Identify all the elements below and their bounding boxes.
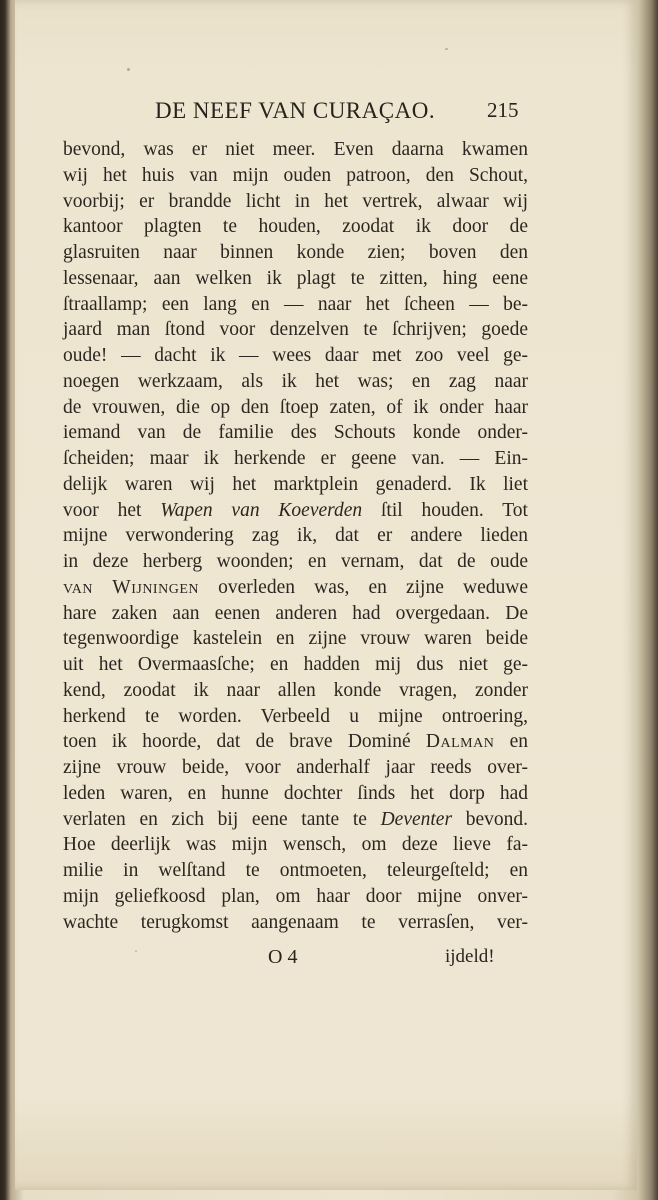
- text-line: hare zaken aan eenen anderen had overgedaan. De: [63, 602, 528, 624]
- text-line: [63, 729, 528, 755]
- text-line: kantoor plagten te houden, zoodat ik door de: [63, 216, 528, 238]
- text-segment: overleden was, en zijne weduwe: [198, 576, 528, 598]
- small-caps-name: Dalman: [425, 731, 495, 753]
- text-line: de vrouwen, die op den ſtoep zaten, of ik onder haar: [63, 396, 528, 418]
- text-line: voorbij; er brandde licht in het vertrek, alwaar wij: [63, 190, 528, 212]
- text-segment: verlaten en zich bij eene tante te: [63, 808, 381, 830]
- text-line: glasruiten naar binnen konde zien; boven den: [63, 242, 528, 263]
- text-line: noegen werkzaam, als ik het was; en zag naar: [63, 370, 528, 392]
- foxing-spot: [127, 68, 130, 71]
- text-line: in deze herberg woonden; en vernam, dat de oude: [63, 551, 528, 572]
- text-line: zijne vrouw beide, voor anderhalf jaar reeds over-: [63, 757, 528, 778]
- text-segment: en: [494, 731, 529, 753]
- text-line: ſtraallamp; een lang en — naar het ſcheen — be-: [63, 293, 528, 315]
- text-line: milie in welſtand te ontmoeten, teleurgeſteld; en: [63, 860, 528, 881]
- text-line: jaard man ſtond voor denzelven te ſchrijven; goede: [63, 319, 528, 341]
- text-line: delijk waren wij het marktplein genaderd. Ik liet: [63, 473, 528, 495]
- text-line: ſcheiden; maar ik herkende er geene van. — Ein-: [63, 448, 528, 469]
- text-line: iemand van de familie des Schouts konde onder-: [63, 422, 528, 444]
- text-line: bevond, was er niet meer. Even daarna kwamen: [63, 139, 528, 160]
- text-segment: bevond.: [452, 808, 529, 830]
- running-title: DE NEEF VAN CURAÇAO.: [155, 98, 436, 123]
- signature-mark: O 4: [268, 946, 298, 968]
- body-text: [63, 137, 528, 935]
- text-line: [63, 498, 528, 524]
- text-line: mijn geliefkoosd plan, om haar door mijne onver-: [63, 885, 528, 907]
- text-line: wachte terugkomst aangenaam te verrasſen, ver-: [63, 911, 528, 933]
- text-line: kend, zoodat ik naar allen konde vragen, zonder: [63, 679, 528, 701]
- italic-phrase: Deventer: [380, 808, 453, 830]
- italic-phrase: Wapen van Koeverden: [160, 499, 363, 521]
- text-line: lessenaar, aan welken ik plagt te zitten, hing eene: [63, 267, 528, 289]
- text-line: wij het huis van mijn ouden patroon, den Schout,: [63, 164, 528, 186]
- text-line: leden waren, en hunne dochter ſinds het dorp had: [63, 782, 528, 804]
- text-line: Hoe deerlijk was mijn wensch, om deze lieve fa-: [63, 834, 528, 856]
- text-segment: toen ik hoorde, dat de brave Dominé: [63, 731, 426, 753]
- text-segment: ſtil houden. Tot: [362, 499, 528, 521]
- page-number: 215: [487, 98, 519, 122]
- page-footer: [15, 946, 637, 976]
- book-page: [15, 0, 637, 1190]
- text-line: oude! — dacht ik — wees daar met zoo veel ge-: [63, 345, 528, 366]
- text-line: mijne verwondering zag ik, dat er andere lieden: [63, 525, 528, 547]
- small-caps-name: van Wijningen: [63, 576, 199, 598]
- page-header: [15, 98, 637, 132]
- text-line: herkend te worden. Verbeeld u mijne ontroering,: [63, 705, 528, 727]
- catchword: ijdeld!: [445, 946, 495, 967]
- foxing-spot: [445, 48, 448, 50]
- text-line: [63, 807, 528, 833]
- text-segment: voor het: [63, 499, 161, 521]
- text-line: tegenwoordige kastelein en zijne vrouw waren beide: [63, 628, 528, 650]
- text-line: [63, 575, 528, 601]
- text-line: uit het Overmaasſche; en hadden mij dus niet ge-: [63, 654, 528, 675]
